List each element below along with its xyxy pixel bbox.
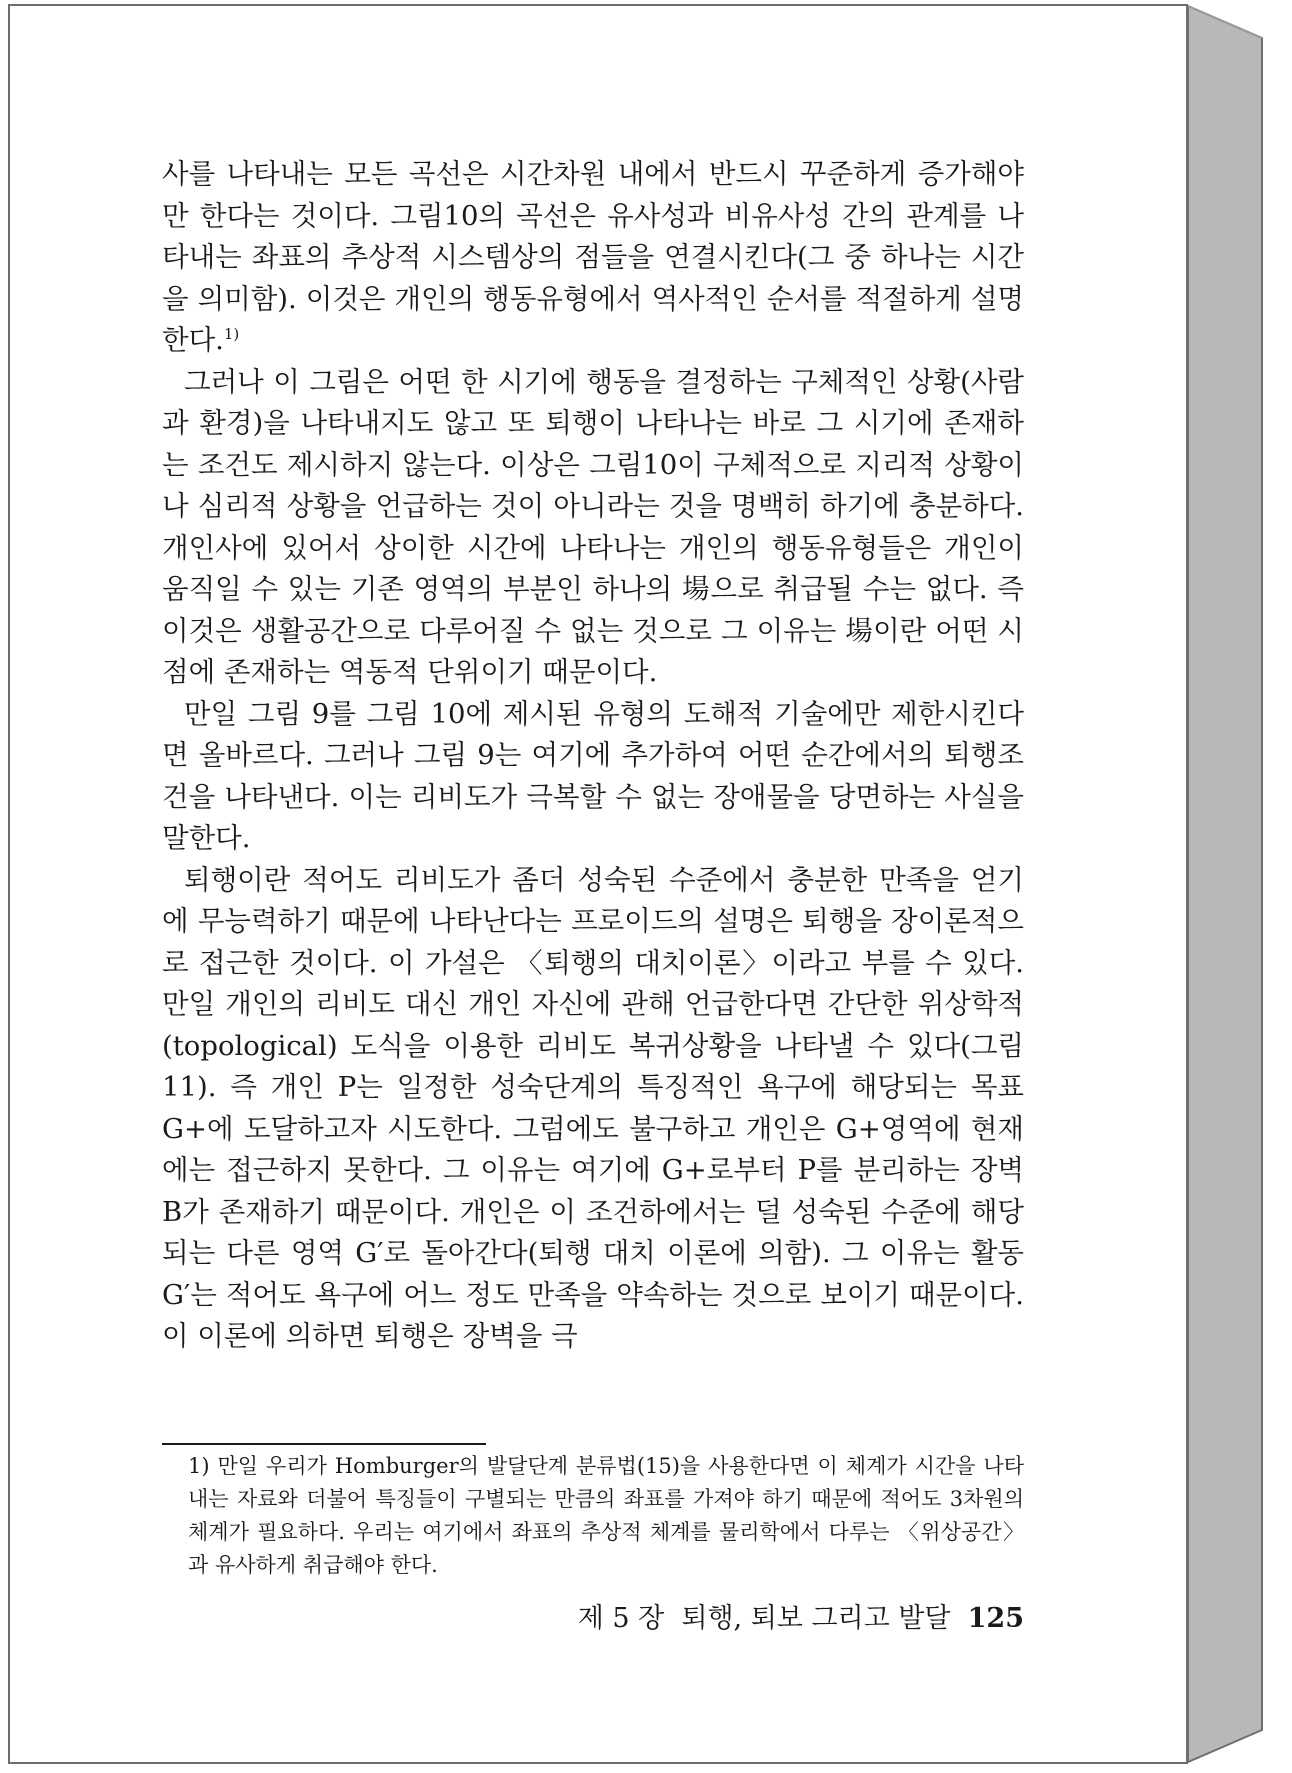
running-footer xyxy=(510,1596,1024,1635)
chapter-label: 제 5 장 xyxy=(577,1603,665,1634)
footnote xyxy=(188,1450,1024,1582)
paragraph-1-text: 사를 나타내는 모든 곡선은 시간차원 내에서 반드시 꾸준하게 증가해야만 한다는 것이다. 그림10의 곡선은 유사성과 비유사성 간의 관계를 나타내는 좌표의 추상적 시스템상의 점들을 연결시킨다(그 중 하나는 시간을 의미함). 이것은 개인의 행동유형에서 역사적인 순서를 적절하게 설명한다. xyxy=(162,158,1024,356)
book-page xyxy=(8,4,1188,1764)
paragraph-4: 퇴행이란 적어도 리비도가 좀더 성숙된 수준에서 충분한 만족을 얻기에 무능력하기 때문에 나타난다는 프로이드의 설명은 퇴행을 장이론적으로 접근한 것이다. 이 가설은 〈퇴행의 대치이론〉이라고 부를 수 있다. 만일 개인의 리비도 대신 개인 자신에 관해 언급한다면 간단한 위상학적(topological) 도식을 이용한 리비도 복귀상황을 나타낼 수 있다(그림 11). 즉 개인 P는 일정한 성숙단계의 특징적인 욕구에 해당되는 목표 G+에 도달하고자 시도한다. 그럼에도 불구하고 개인은 G+영역에 현재에는 접근하지 못한다. 그 이유는 여기에 G+로부터 P를 분리하는 장벽 B가 존재하기 때문이다. 개인은 이 조건하에서는 덜 성숙된 수준에 해당되는 다른 영역 G′로 돌아간다(퇴행 대치 이론에 의함). 그 이유는 활동 G′는 적어도 욕구에 어느 정도 만족을 약속하는 것으로 보이기 때문이다. 이 이론에 의하면 퇴행은 장벽을 극 xyxy=(162,863,1024,1352)
paragraph-3: 만일 그림 9를 그림 10에 제시된 유형의 도해적 기술에만 제한시킨다면 올바르다. 그러나 그림 9는 여기에 추가하여 어떤 순간에서의 퇴행조건을 나타낸다. 이는 리비도가 극복할 수 없는 장애물을 당면하는 사실을 말한다. xyxy=(162,697,1024,854)
footnote-text: 1) 만일 우리가 Homburger의 발달단계 분류법(15)을 사용한다면 이 체계가 시간을 나타내는 자료와 더불어 특징들이 구별되는 만큼의 좌표를 가져야 하기 때문에 적어도 3차원의 체계가 필요하다. 우리는 여기에서 좌표의 추상적 체계를 물리학에서 다루는 〈위상공간〉과 유사하게 취급해야 한다. xyxy=(188,1454,1024,1577)
footnote-ref: 1) xyxy=(223,324,240,343)
paragraph-1 xyxy=(162,154,1024,362)
chapter-title: 퇴행, 퇴보 그리고 발달 xyxy=(681,1603,951,1634)
paragraph-2: 그러나 이 그림은 어떤 한 시기에 행동을 결정하는 구체적인 상황(사람과 환경)을 나타내지도 않고 또 퇴행이 나타나는 바로 그 시기에 존재하는 조건도 제시하지 않는다. 이상은 그림10이 구체적으로 지리적 상황이나 심리적 상황을 언급하는 것이 아니라는 것을 명백히 하기에 충분하다. 개인사에 있어서 상이한 시간에 나타나는 개인의 행동유형들은 개인이 움직일 수 있는 기존 영역의 부분인 하나의 場으로 취급될 수는 없다. 즉 이것은 생활공간으로 다루어질 수 없는 것으로 그 이유는 場이란 어떤 시점에 존재하는 역동적 단위이기 때문이다. xyxy=(162,365,1025,688)
body-text xyxy=(162,154,1024,1358)
page-number: 125 xyxy=(967,1603,1024,1634)
footnote-divider xyxy=(162,1443,486,1445)
